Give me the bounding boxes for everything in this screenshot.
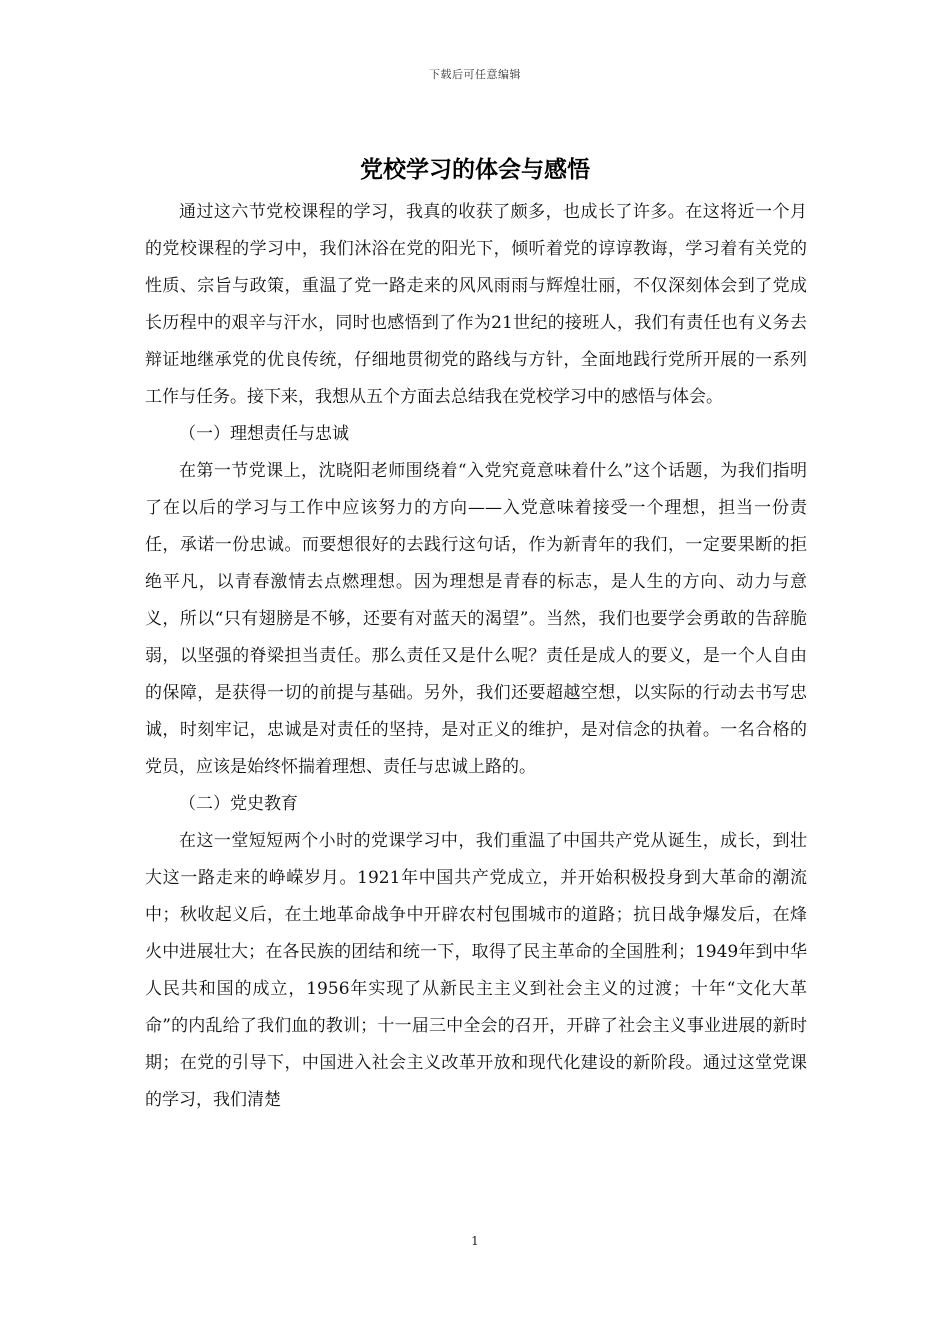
document-body <box>145 194 807 1119</box>
section-heading-party-history: （二）党史教育 <box>179 794 298 814</box>
section-heading-ideal-responsibility-loyalty: （一）理想责任与忠诚 <box>179 424 349 444</box>
header-note: 下载后可任意编辑 <box>429 68 521 81</box>
section1-paragraph: 在第一节党课上，沈晓阳老师围绕着“入党究竟意味着什么”这个话题，为我们指明了在以后的学习与工作中应该努力的方向——入党意味着接受一个理想，担当一份责任，承诺一份忠诚。而要想很好的去践行这句话，作为新青年的我们，一定要果断的拒绝平凡，以青春激情去点燃理想。因为理想是青春的标志，是人生的方向、动力与意义，所以“只有翅膀是不够，还要有对蓝天的渴望”。当然，我们也要学会勇敢的告辞脆弱，以坚强的脊梁担当责任。那么责任又是什么呢？责任是成人的要义，是一个人自由的保障，是获得一切的前提与基础。另外，我们还要超越空想，以实际的行动去书写忠诚，时刻牢记，忠诚是对责任的坚持，是对正义的维护，是对信念的执着。一名合格的党员，应该是始终怀揣着理想、责任与忠诚上路的。 <box>145 461 807 777</box>
document-title: 党校学习的体会与感悟 <box>360 157 590 183</box>
page-number: 1 <box>471 1234 479 1248</box>
section2-paragraph: 在这一堂短短两个小时的党课学习中，我们重温了中国共产党从诞生，成长，到壮大这一路走来的峥嵘岁月。1921年中国共产党成立，并开始积极投身到大革命的潮流中；秋收起义后，在土地革命战争中开辟农村包围城市的道路；抗日战争爆发后，在烽火中进展壮大；在各民族的团结和统一下，取得了民主革命的全国胜利；1949年到中华人民共和国的成立，1956年实现了从新民主主义到社会主义的过渡；十年“文化大革命”的内乱给了我们血的教训；十一届三中全会的召开，开辟了社会主义事业进展的新时期；在党的引导下，中国进入社会主义改革开放和现代化建设的新阶段。通过这堂党课的学习，我们清楚 <box>145 831 807 1110</box>
intro-paragraph: 通过这六节党校课程的学习，我真的收获了颇多，也成长了许多。在这将近一个月的党校课程的学习中，我们沐浴在党的阳光下，倾听着党的谆谆教诲，学习着有关党的性质、宗旨与政策，重温了党一路走来的风风雨雨与辉煌壮丽，不仅深刻体会到了党成长历程中的艰辛与汗水，同时也感悟到了作为21世纪的接班人，我们有责任也有义务去辩证地继承党的优良传统，仔细地贯彻党的路线与方针，全面地践行党所开展的一系列工作与任务。接下来，我想从五个方面去总结我在党校学习中的感悟与体会。 <box>145 202 807 407</box>
